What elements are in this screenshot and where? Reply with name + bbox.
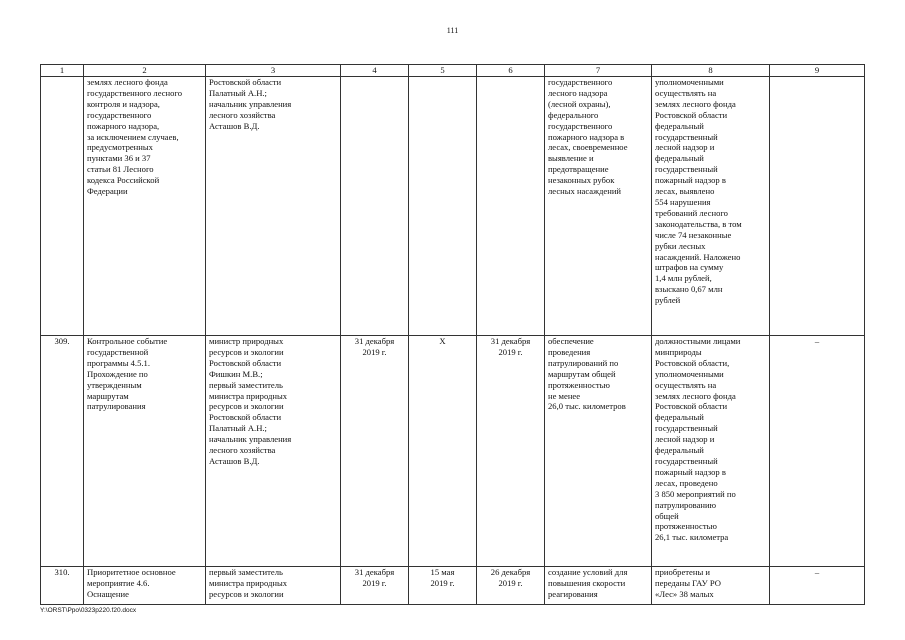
actual-date: 31 декабря 2019 г. [477, 336, 545, 567]
responsible: первый заместитель министра природных ресурсов и экологии [206, 567, 341, 605]
note: – [770, 567, 865, 605]
responsible: министр природных ресурсов и экологии Ростовской области Фишкин М.В.; первый заместитель министра природных ресурсов и экологии Ростовской области Палатный А.Н.; начальник управления лесного хозяйства Асташов В.Д. [206, 336, 341, 567]
measure-name: Приоритетное основное мероприятие 4.6. Оснащение [84, 567, 206, 605]
measure-name: землях лесного фонда государственного лесного контроля и надзора, государственного пожарного надзора, за исключением случаев, предусмотренных пунктами 36 и 37 статьи 81 Лесного кодекса Российской Федерации [84, 77, 206, 336]
column-header: 2 [84, 65, 206, 77]
file-path-footer: Y:\ORST\Ppo\0323p220.f20.docx [40, 607, 137, 614]
expected-result: обеспечение проведения патрулирований по маршрутам общей протяженностью не менее 26,0 тыс. километров [545, 336, 652, 567]
planned-date: 31 декабря 2019 г. [341, 567, 409, 605]
table-row [41, 336, 865, 567]
expected-result: создание условий для повышения скорости реагирования [545, 567, 652, 605]
column-header: 8 [652, 65, 770, 77]
page-number: 111 [446, 26, 459, 35]
actual-result: должностными лицами минприроды Ростовской области, уполномоченными осуществлять на землях лесного фонда Ростовской области федеральный государственный лесной надзор и федеральный государственный пожарный надзор в лесах, проведено 3 850 мероприятий по патрулированию общей протяженностью 26,1 тыс. километра [652, 336, 770, 567]
note [770, 77, 865, 336]
expected-result: государственного лесного надзора (лесной охраны), федерального государственного пожарного надзора в лесах, своевременное выявление и предотвращение незаконных рубок лесных насаждений [545, 77, 652, 336]
responsible: Ростовской области Палатный А.Н.; начальник управления лесного хозяйства Асташов В.Д. [206, 77, 341, 336]
actual-result: уполномоченными осуществлять на землях лесного фонда Ростовской области федеральный государственный лесной надзор и федеральный государственный пожарный надзор в лесах, выявлено 554 нарушения требований лесного законодательства, в том числе 74 незаконные рубки лесных насаждений. Наложено штрафов на сумму 1,4 млн рублей, взыскано 0,67 млн рублей [652, 77, 770, 336]
row-number: 309. [41, 336, 84, 567]
measure-name: Контрольное событие государственной программы 4.5.1. Прохождение по утвержденным маршрутам патрулирования [84, 336, 206, 567]
row-number: 310. [41, 567, 84, 605]
planned-date: 31 декабря 2019 г. [341, 336, 409, 567]
column-header: 1 [41, 65, 84, 77]
column-header: 6 [477, 65, 545, 77]
column-header: 3 [206, 65, 341, 77]
column-header: 5 [409, 65, 477, 77]
note: – [770, 336, 865, 567]
start-date: 15 мая 2019 г. [409, 567, 477, 605]
actual-date [477, 77, 545, 336]
actual-date: 26 декабря 2019 г. [477, 567, 545, 605]
actual-result: приобретены и переданы ГАУ РО «Лес» 38 малых [652, 567, 770, 605]
report-table [40, 64, 865, 605]
planned-date [341, 77, 409, 336]
row-number [41, 77, 84, 336]
column-header: 7 [545, 65, 652, 77]
start-date [409, 77, 477, 336]
table-row [41, 77, 865, 336]
column-header: 9 [770, 65, 865, 77]
column-header: 4 [341, 65, 409, 77]
column-number-row [41, 65, 865, 77]
table-row [41, 567, 865, 605]
start-date: X [409, 336, 477, 567]
